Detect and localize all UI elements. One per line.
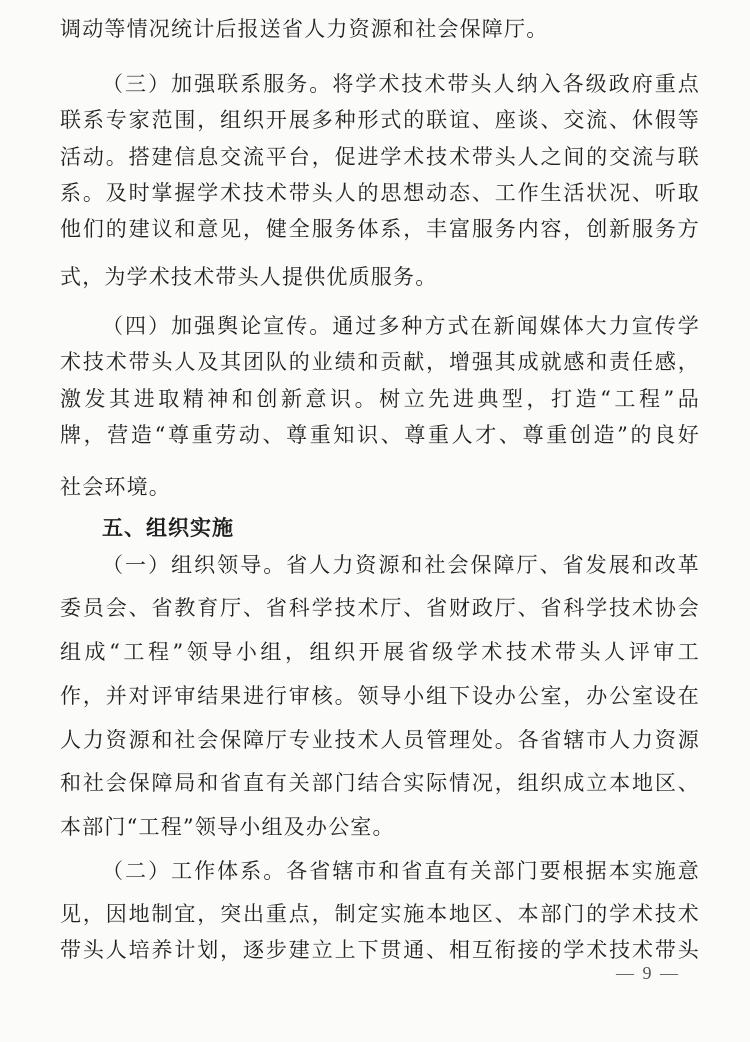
text-line: 组成“工程”领导小组，组织开展省级学术技术带头人评审工: [60, 640, 700, 664]
subsection-2-line: （二）工作体系。各省辖市和省直有关部门要根据本实施意: [102, 859, 700, 883]
text-line: 作，并对评审结果进行审核。领导小组下设办公室，办公室设在: [60, 684, 700, 708]
text-line: 联系专家范围，组织开展多种形式的联谊、座谈、交流、休假等: [60, 108, 700, 132]
text-line: 见，因地制宜，突出重点，制定实施本地区、本部门的学术技术: [60, 902, 700, 926]
text-line: 式，为学术技术带头人提供优质服务。: [60, 265, 438, 289]
text-line: 本部门“工程”领导小组及办公室。: [60, 815, 395, 839]
subsection-1-line: （一）组织领导。省人力资源和社会保障厅、省发展和改革: [102, 553, 700, 577]
text-line: 术技术带头人及其团队的业绩和贡献，增强其成就感和责任感，: [60, 350, 700, 374]
text-line: 牌，营造“尊重劳动、尊重知识、尊重人才、尊重创造”的良好: [60, 423, 700, 447]
text-line: 系。及时掌握学术技术带头人的思想动态、工作生活状况、听取: [60, 181, 700, 205]
text-line: 和社会保障局和省直有关部门结合实际情况，组织成立本地区、: [60, 771, 700, 795]
text-line: 人力资源和社会保障厅专业技术人员管理处。各省辖市人力资源: [60, 728, 700, 752]
section-3-heading-line: （三）加强联系服务。将学术技术带头人纳入各级政府重点: [102, 72, 700, 96]
text-line: 他们的建议和意见，健全服务体系，丰富服务内容，创新服务方: [60, 217, 700, 241]
page-number: — 9 —: [616, 963, 680, 983]
text-line: 社会环境。: [60, 475, 171, 499]
section-4-heading-line: （四）加强舆论宣传。通过多种方式在新闻媒体大力宣传学: [102, 314, 700, 338]
text-line: 调动等情况统计后报送省人力资源和社会保障厅。: [60, 17, 549, 41]
text-line: 委员会、省教育厅、省科学技术厅、省财政厅、省科学技术协会: [60, 596, 700, 620]
text-line: 激发其进取精神和创新意识。树立先进典型，打造“工程”品: [60, 387, 700, 411]
section-heading: 五、组织实施: [102, 516, 234, 540]
text-line: 带头人培养计划，逐步建立上下贯通、相互衔接的学术技术带头: [60, 938, 700, 962]
text-line: 活动。搭建信息交流平台，促进学术技术带头人之间的交流与联: [60, 145, 700, 169]
